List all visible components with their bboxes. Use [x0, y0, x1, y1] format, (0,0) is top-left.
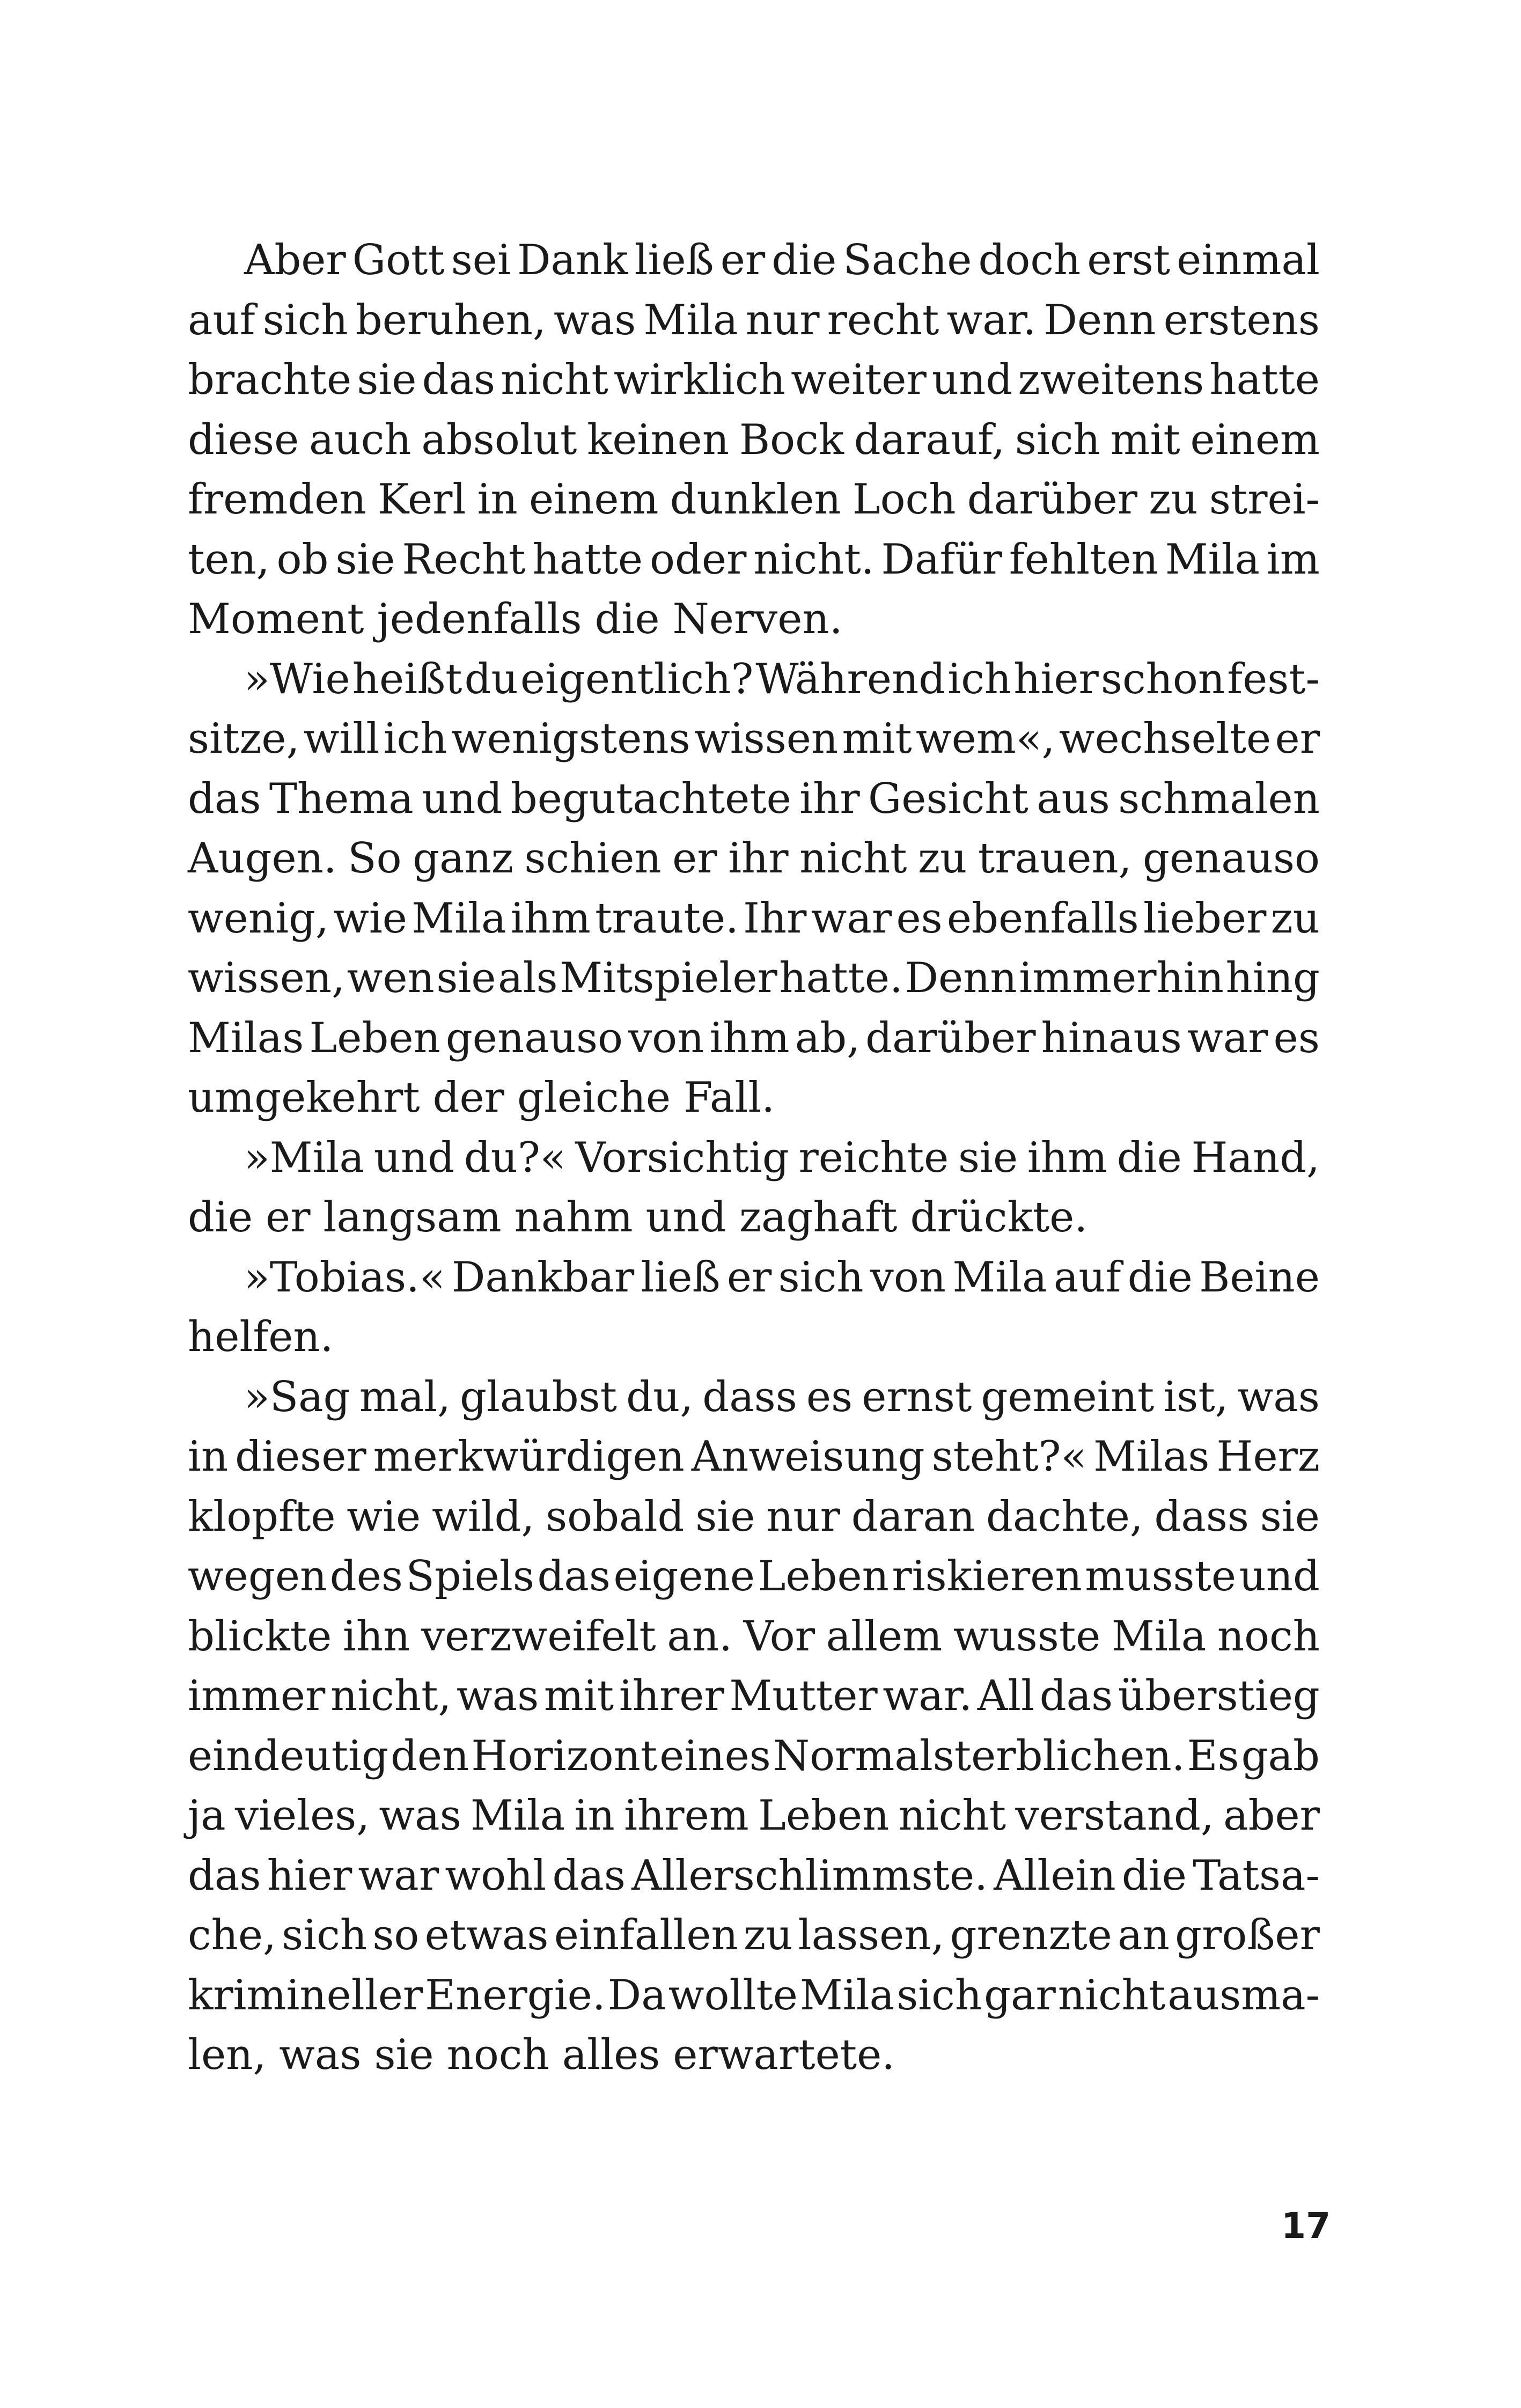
- text-line: in dieser merkwürdigen Anweisung steht?« Milas Herz: [188, 1433, 1320, 1481]
- text-line: »Tobias.« Dankbar ließ er sich von Mila auf die Beine: [244, 1253, 1320, 1302]
- paragraph: [188, 231, 1320, 650]
- text-line: brachte sie das nicht wirklich weiter und zweitens hatte: [188, 356, 1320, 404]
- text-line: krimineller Energie. Da wollte Mila sich gar nicht ausma-: [188, 1971, 1320, 2020]
- text-line: immer nicht, was mit ihrer Mutter war. All das überstieg: [188, 1672, 1320, 1720]
- text-line: umgekehrt der gleiche Fall.: [188, 1074, 775, 1122]
- text-line: blickte ihn verzweifelt an. Vor allem wusste Mila noch: [188, 1612, 1320, 1661]
- page-number: 17: [1281, 2205, 1331, 2247]
- text-line: wegen des Spiels das eigene Leben riskieren musste und: [188, 1552, 1320, 1601]
- text-line: wenig, wie Mila ihm traute. Ihr war es ebenfalls lieber zu: [188, 894, 1320, 943]
- text-line: klopfte wie wild, sobald sie nur daran dachte, dass sie: [188, 1492, 1320, 1541]
- text-line: ja vieles, was Mila in ihrem Leben nicht verstand, aber: [188, 1792, 1320, 1840]
- text-line: das Thema und begutachtete ihr Gesicht aus schmalen: [188, 774, 1320, 823]
- text-line: »Sag mal, glaubst du, dass es ernst gemeint ist, was: [244, 1372, 1320, 1421]
- paragraph: [188, 650, 1320, 1128]
- text-line: auf sich beruhen, was Mila nur recht war. Denn erstens: [188, 296, 1320, 344]
- text-line: Aber Gott sei Dank ließ er die Sache doch erst einmal: [244, 236, 1320, 284]
- text-line: eindeutig den Horizont eines Normalsterblichen. Es gab: [188, 1731, 1320, 1780]
- text-line: len, was sie noch alles erwartete.: [188, 2031, 895, 2079]
- text-line: »Wie heißt du eigentlich? Während ich hier schon fest-: [244, 655, 1320, 703]
- text-line: helfen.: [188, 1313, 334, 1361]
- text-line: »Mila und du?« Vorsichtig reichte sie ihm die Hand,: [244, 1133, 1320, 1182]
- text-line: che, sich so etwas einfallen zu lassen, grenzte an großer: [188, 1911, 1320, 1959]
- text-line: ten, ob sie Recht hatte oder nicht. Dafür fehlten Mila im: [188, 535, 1320, 584]
- text-line: das hier war wohl das Allerschlimmste. Allein die Tatsa-: [188, 1851, 1320, 1900]
- text-line: Milas Leben genauso von ihm ab, darüber hinaus war es: [188, 1014, 1320, 1062]
- text-line: diese auch absolut keinen Bock darauf, sich mit einem: [188, 415, 1320, 464]
- text-line: fremden Kerl in einem dunklen Loch darüber zu strei-: [188, 475, 1320, 524]
- paragraph: [188, 1128, 1320, 1248]
- paragraph: [188, 1368, 1320, 2086]
- text-line: Augen. So ganz schien er ihr nicht zu trauen, genauso: [188, 834, 1320, 883]
- paragraph: [188, 1248, 1320, 1368]
- text-line: Moment jedenfalls die Nerven.: [188, 595, 843, 643]
- text-line: wissen, wen sie als Mitspieler hatte. Denn immerhin hing: [188, 954, 1320, 1002]
- text-line: die er langsam nahm und zaghaft drückte.: [188, 1193, 1088, 1242]
- text-line: sitze, will ich wenigstens wissen mit wem«, wechselte er: [188, 715, 1320, 763]
- body-text: [188, 231, 1320, 2086]
